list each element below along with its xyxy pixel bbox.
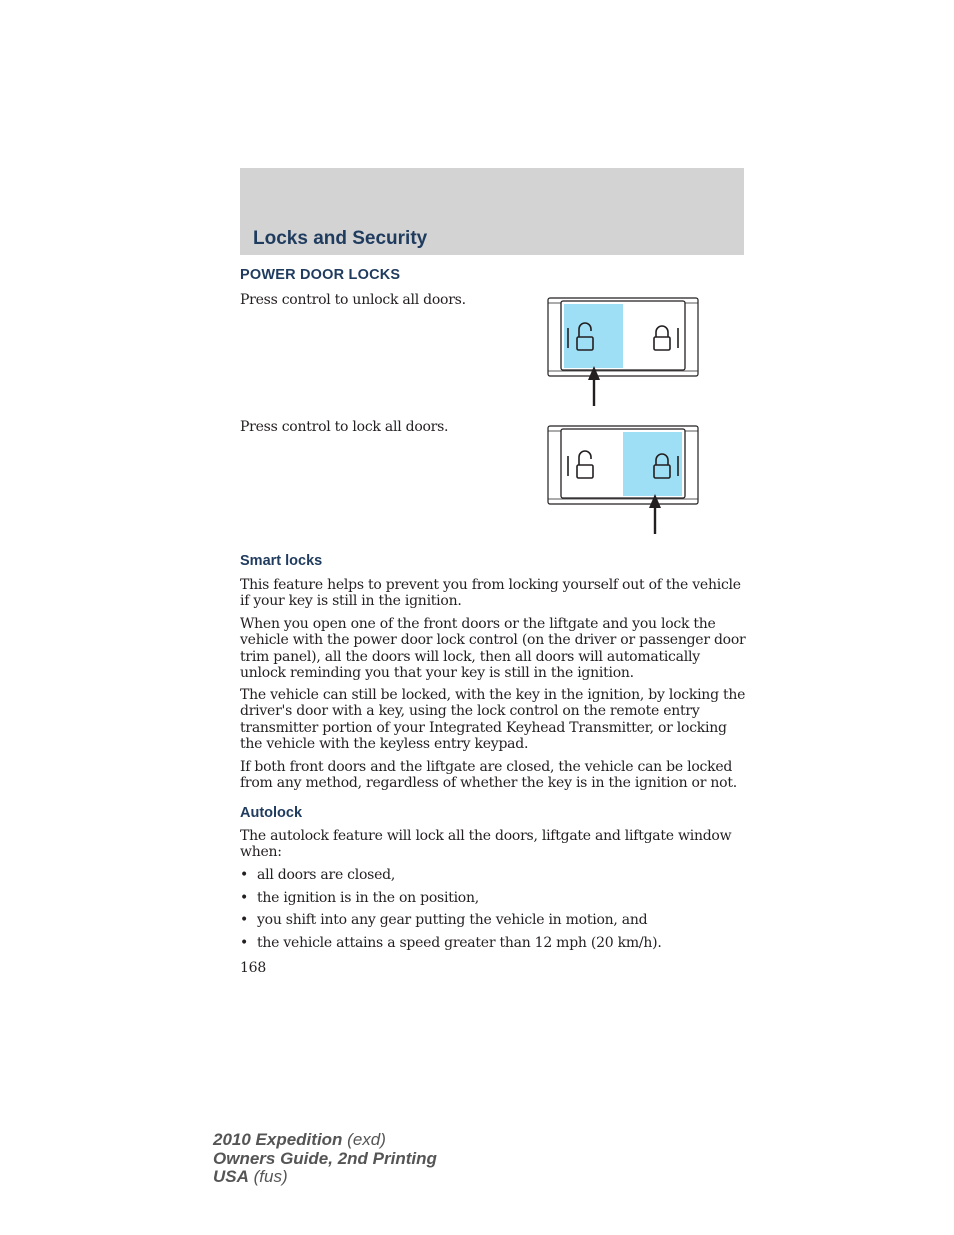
footer-model-code: (exd) [347, 1130, 386, 1149]
autolock-bullet-item [240, 890, 479, 906]
autolock-bullet-item [240, 935, 662, 951]
smart-locks-paragraph-2: When you open one of the front doors or the liftgate and you lock the vehicle with the power door lock control (on the driver or passenger door trim panel), all the doors will lock, then all doors will automatically unlock reminding you that your key is still in the ignition. [240, 616, 746, 682]
bullet-text: you shift into any gear putting the vehicle in motion, and [257, 912, 648, 928]
footer-line-1 [213, 1131, 437, 1150]
bullet-text: all doors are closed, [257, 867, 396, 883]
bullet-dot: • [240, 912, 249, 928]
autolock-heading: Autolock [240, 805, 303, 821]
footer-line-3 [213, 1168, 437, 1187]
smart-locks-heading: Smart locks [240, 553, 323, 569]
autolock-intro: The autolock feature will lock all the doors, liftgate and liftgate window when: [240, 828, 732, 861]
footer-market: USA [213, 1167, 249, 1186]
lock-switch-illustration [546, 424, 700, 536]
bullet-text: the ignition is in the on position, [257, 890, 479, 906]
page-number: 168 [240, 960, 266, 976]
bullet-dot: • [240, 867, 249, 883]
unlock-side-highlight [564, 304, 623, 368]
power-door-locks-heading: POWER DOOR LOCKS [240, 267, 401, 283]
section-title: Locks and Security [253, 228, 428, 249]
autolock-bullet-item [240, 912, 647, 928]
bullet-dot: • [240, 890, 249, 906]
footer-model: 2010 Expedition [213, 1130, 343, 1149]
footer-edition: Owners Guide, 2nd Printing [213, 1148, 437, 1168]
smart-locks-paragraph-4: If both front doors and the liftgate are closed, the vehicle can be locked from any method, regardless of whether the key is in the ignition or not. [240, 759, 737, 792]
autolock-bullet-item [240, 867, 395, 883]
document-footer [213, 1131, 437, 1187]
smart-locks-paragraph-3: The vehicle can still be locked, with the key in the ignition, by locking the driver's door with a key, using the lock control on the remote entry transmitter portion of your Integrated Keyhead Transmitter, or locking the vehicle with the keyless entry keypad. [240, 687, 746, 753]
lock-instruction: Press control to lock all doors. [240, 419, 449, 435]
footer-market-code: (fus) [253, 1167, 288, 1186]
smart-locks-paragraph-1: This feature helps to prevent you from locking yourself out of the vehicle if your key is still in the ignition. [240, 577, 741, 610]
footer-line-2 [213, 1150, 437, 1169]
lock-side-highlight [623, 432, 682, 496]
unlock-switch-illustration [546, 296, 700, 408]
unlock-instruction: Press control to unlock all doors. [240, 292, 466, 308]
bullet-text: the vehicle attains a speed greater than 12 mph (20 km/h). [257, 935, 662, 951]
bullet-dot: • [240, 935, 249, 951]
